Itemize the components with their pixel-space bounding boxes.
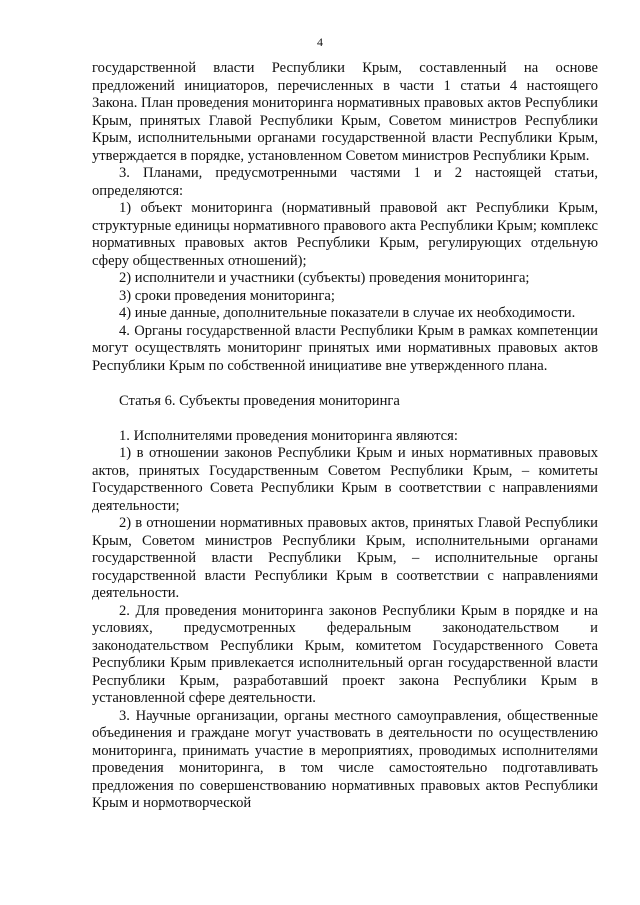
list-item-1: 1) объект мониторинга (нормативный правовой акт Республики Крым, структурные единицы нормативного правового акта Республики Крым; комплекс нормативных правовых актов Республики Крым, регулирующих отдельную сферу общественных отношений); [92, 200, 598, 269]
paragraph-part-4: 4. Органы государственной власти Республики Крым в рамках компетенции могут осуществлять мониторинг принятых ими нормативных правовых актов Республики Крым по собственной инициативе вне утвержденного плана. [92, 322, 598, 374]
article-part-3: 3. Научные организации, органы местного самоуправления, общественные объединения и граждане могут участвовать в деятельности по осуществлению мониторинга, принимать участие в мероприятиях, проводимых исполнителями проведения мониторинга, в том числе самостоятельно подготавливать предложения по совершенствованию нормативных правовых актов Республики Крым и нормотворческой [92, 707, 598, 811]
article-item-1: 1) в отношении законов Республики Крым и иных нормативных правовых актов, принятых Государственным Советом Республики Крым, – комитеты Государственного Совета Республики Крым в соответствии с направлениями деятельности; [92, 445, 598, 514]
article-item-2: 2) в отношении нормативных правовых актов, принятых Главой Республики Крым, Советом министров Республики Крым, исполнительными органами государственной власти Республики Крым, – исполнительные органы государственной власти Республики Крым в соответствии с направлениями деятельности. [92, 515, 598, 601]
page-number: 4 [317, 35, 323, 49]
paragraph-continuation: государственной власти Республики Крым, составленный на основе предложений инициаторов, перечисленных в части 1 статьи 4 настоящего Закона. План проведения мониторинга нормативных правовых актов Республики Крым, принятых Главой Республики Крым, Советом министров Республики Крым, исполнительными органами государственной власти Республики Крым, утверждается в порядке, установленном Советом министров Республики Крым. [92, 60, 598, 164]
article-part-2: 2. Для проведения мониторинга законов Республики Крым в порядке и на условиях, предусмотренных федеральным законодательством и законодательством Республики Крым, комитетом Государственного Совета Республики Крым привлекается исполнительный орган государственной власти Республики Крым, разработавший проект закона Республики Крым в установленной сфере деятельности. [92, 602, 598, 706]
list-item-4: 4) иные данные, дополнительные показатели в случае их необходимости. [119, 305, 576, 321]
list-item-3: 3) сроки проведения мониторинга; [119, 287, 335, 304]
article-part-1: 1. Исполнителями проведения мониторинга являются: [119, 427, 458, 444]
list-item-2: 2) исполнители и участники (субъекты) проведения мониторинга; [119, 270, 530, 286]
paragraph-part-3: 3. Планами, предусмотренными частями 1 и 2 настоящей статьи, определяются: [92, 165, 598, 199]
article-heading: Статья 6. Субъекты проведения мониторинга [119, 392, 400, 409]
document-body [92, 60, 598, 813]
